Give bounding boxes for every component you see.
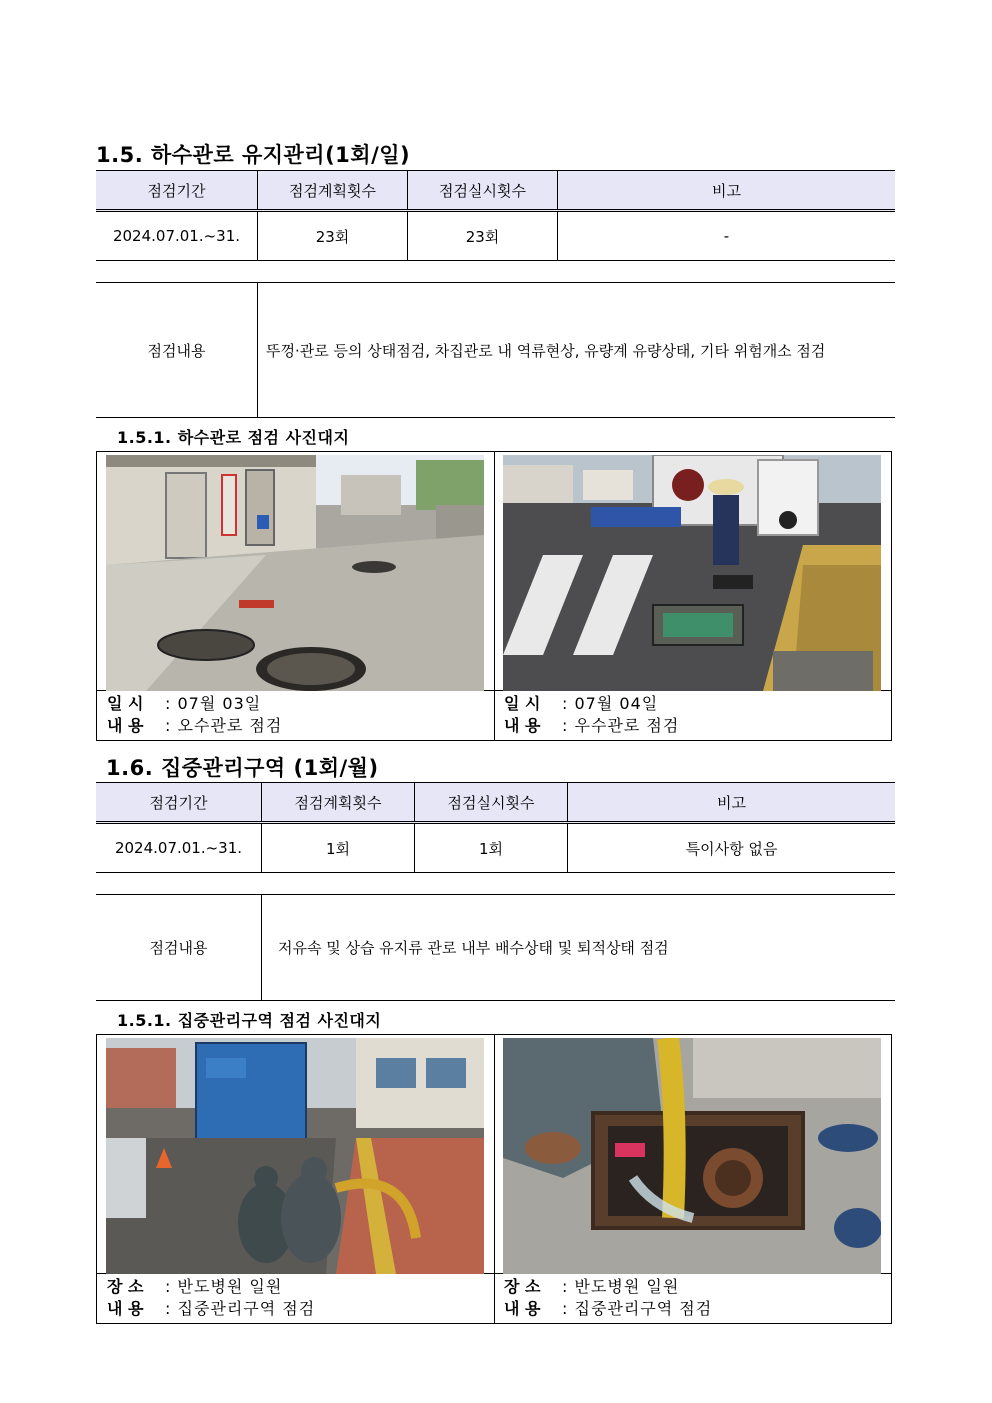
caption-key: 일 시 — [107, 694, 144, 713]
caption-key: 일 시 — [504, 694, 541, 713]
photo-caption-4-1: 장 소 : 반도병원 일원 — [504, 1277, 680, 1296]
caption-key: 장 소 — [107, 1277, 144, 1296]
col-header-period: 점검기간 — [96, 171, 258, 211]
content-text: 저유속 및 상습 유지류 관로 내부 배수상태 및 퇴적상태 점검 — [278, 939, 669, 957]
caption-key: 내 용 — [107, 1299, 144, 1318]
photo-frame-1-5 — [96, 451, 892, 741]
content-label: 점검내용 — [96, 283, 258, 417]
caption-value: 우수관로 점검 — [574, 716, 680, 735]
photo-caption-3-2: 내 용 : 집중관리구역 점검 — [107, 1299, 316, 1318]
caption-value: 반도병원 일원 — [177, 1277, 283, 1296]
cell-period: 2024.07.01.~31. — [96, 211, 258, 261]
caption-value: 집중관리구역 점검 — [177, 1299, 316, 1318]
cell-planned: 1회 — [262, 823, 415, 873]
caption-key: 장 소 — [504, 1277, 541, 1296]
schedule-table-1-6 — [96, 782, 895, 873]
cell-period: 2024.07.01.~31. — [96, 823, 262, 873]
caption-value: 오수관로 점검 — [177, 716, 283, 735]
content-text: 뚜껑·관로 등의 상태점검, 차집관로 내 역류현상, 유량계 유량상태, 기타 위험개소 점검 — [266, 341, 826, 360]
photo-section-title-1-5-1: 1.5.1. 하수관로 점검 사진대지 — [117, 428, 350, 447]
photo-manhole-pumping — [503, 1038, 881, 1274]
caption-key: 내 용 — [107, 716, 144, 735]
col-header-note: 비고 — [558, 171, 896, 211]
section-title-1-5: 1.5. 하수관로 유지관리(1회/일) — [96, 143, 411, 167]
photo-caption-1-2: 내 용 : 오수관로 점검 — [107, 716, 283, 735]
content-box-1-5 — [96, 282, 895, 418]
photo-caption-2-1: 일 시 : 07월 04일 — [504, 694, 659, 713]
photo-caption-2-2: 내 용 : 우수관로 점검 — [504, 716, 680, 735]
photo-storm-drain-truck — [503, 455, 881, 691]
photo-caption-3-1: 장 소 : 반도병원 일원 — [107, 1277, 283, 1296]
section-title-1-6: 1.6. 집중관리구역 (1회/월) — [106, 756, 379, 780]
photo-caption-1-1: 일 시 : 07월 03일 — [107, 694, 262, 713]
caption-value: 반도병원 일원 — [574, 1277, 680, 1296]
cell-planned: 23회 — [258, 211, 408, 261]
photo-section-title-1-6-1: 1.5.1. 집중관리구역 점검 사진대지 — [117, 1011, 382, 1030]
caption-key: 내 용 — [504, 716, 541, 735]
photo-frame-1-6 — [96, 1034, 892, 1324]
cell-note: 특이사항 없음 — [568, 823, 896, 873]
photo-caption-4-2: 내 용 : 집중관리구역 점검 — [504, 1299, 713, 1318]
caption-value: 집중관리구역 점검 — [574, 1299, 713, 1318]
col-header-done: 점검실시횟수 — [408, 171, 558, 211]
cell-done: 1회 — [415, 823, 568, 873]
col-header-planned: 점검계획횟수 — [258, 171, 408, 211]
photo-sewer-manhole-alley — [106, 455, 484, 691]
photo-vacuum-truck-street — [106, 1038, 484, 1274]
caption-key: 내 용 — [504, 1299, 541, 1318]
cell-done: 23회 — [408, 211, 558, 261]
col-header-period: 점검기간 — [96, 783, 262, 823]
cell-note: - — [558, 211, 896, 261]
caption-value: 07월 03일 — [177, 694, 262, 713]
schedule-table-1-5 — [96, 170, 895, 261]
col-header-done: 점검실시횟수 — [415, 783, 568, 823]
content-box-1-6 — [96, 894, 895, 1001]
content-label: 점검내용 — [96, 895, 262, 1000]
col-header-planned: 점검계획횟수 — [262, 783, 415, 823]
caption-value: 07월 04일 — [574, 694, 659, 713]
col-header-note: 비고 — [568, 783, 896, 823]
